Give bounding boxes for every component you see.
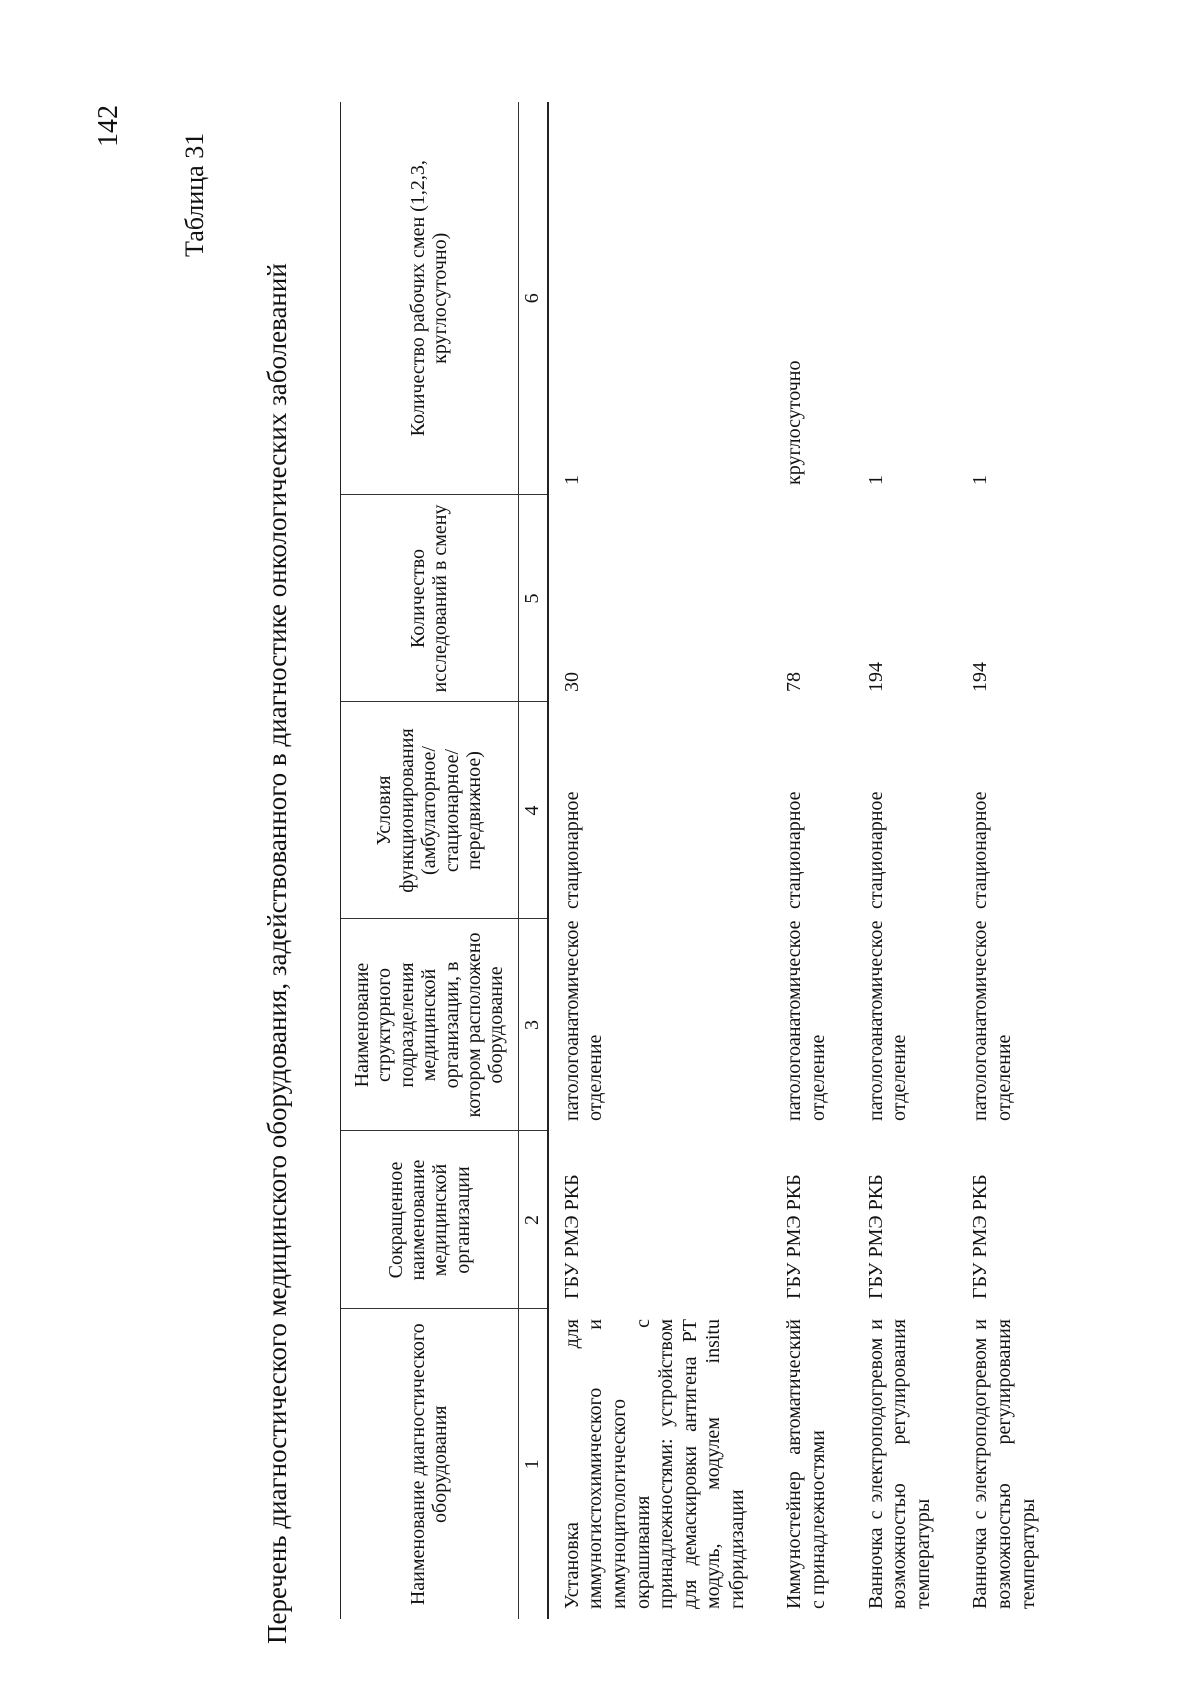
organization-name: ГБУ РМЭ РКБ [969, 1174, 992, 1299]
studies-per-shift-value: 194 [969, 662, 992, 692]
equipment-name: Ванночка с электроподогревом и возможностью регулирования температуры [864, 1319, 934, 1609]
column-number: 5 [518, 495, 548, 702]
shifts-value: 1 [969, 475, 992, 485]
column-number: 3 [518, 919, 548, 1131]
department-name: патологоанатомическое отделение [969, 920, 1016, 1121]
header-conditions: Условия функционирования (амбулаторное/ стационарное/ передвижное) [341, 702, 519, 919]
document-title: Перечень диагностического медицинского оборудования, задействованного в диагностике онкологических заболеваний [262, 263, 292, 1644]
column-number: 6 [518, 102, 548, 495]
department-name: патологоанатомическое отделение [864, 920, 911, 1121]
equipment-name: Иммуностейнер автоматический с принадлежностями [783, 1319, 830, 1609]
table-label: Таблица 31 [180, 132, 209, 257]
table-header-row [341, 102, 519, 1619]
equipment-table [340, 102, 1062, 1619]
page-number: 142 [93, 105, 124, 147]
table-row [548, 102, 772, 1619]
column-number: 4 [518, 702, 548, 919]
studies-per-shift-value: 30 [560, 672, 583, 692]
table-row [853, 102, 958, 1619]
department-name: патологоанатомическое отделение [783, 920, 830, 1121]
equipment-name: Установка для иммуногистохимического и иммуноцитологического окрашивания с принадлежностями: устройством для демаскировки антигена PT модуль, модулем insitu гибридизации [560, 1319, 748, 1609]
column-number: 2 [518, 1131, 548, 1309]
header-department: Наименование структурного подразделения медицинской организации, в котором расположено оборудование [341, 919, 519, 1131]
equipment-name: Ванночка с электроподогревом и возможностью регулирования температуры [969, 1319, 1039, 1609]
conditions-value: стационарное [783, 791, 806, 909]
header-equipment: Наименование диагностического оборудования [341, 1309, 519, 1619]
table-row [771, 102, 852, 1619]
studies-per-shift-value: 78 [783, 672, 806, 692]
table-row [957, 102, 1062, 1619]
column-number: 1 [518, 1309, 548, 1619]
organization-name: ГБУ РМЭ РКБ [560, 1174, 583, 1299]
conditions-value: стационарное [969, 791, 992, 909]
header-studies-per-shift: Количество исследований в смену [341, 495, 519, 702]
department-name: патологоанатомическое отделение [560, 920, 607, 1121]
conditions-value: стационарное [864, 791, 887, 909]
shifts-value: 1 [864, 475, 887, 485]
organization-name: ГБУ РМЭ РКБ [783, 1174, 806, 1299]
header-organization: Сокращенное наименование медицинской организации [341, 1131, 519, 1309]
organization-name: ГБУ РМЭ РКБ [864, 1174, 887, 1299]
conditions-value: стационарное [560, 791, 583, 909]
shifts-value: 1 [560, 475, 583, 485]
header-shifts: Количество рабочих смен (1,2,3, круглосуточно) [341, 102, 519, 495]
shifts-value: круглосуточно [783, 360, 806, 485]
column-number-row [518, 102, 548, 1619]
studies-per-shift-value: 194 [864, 662, 887, 692]
